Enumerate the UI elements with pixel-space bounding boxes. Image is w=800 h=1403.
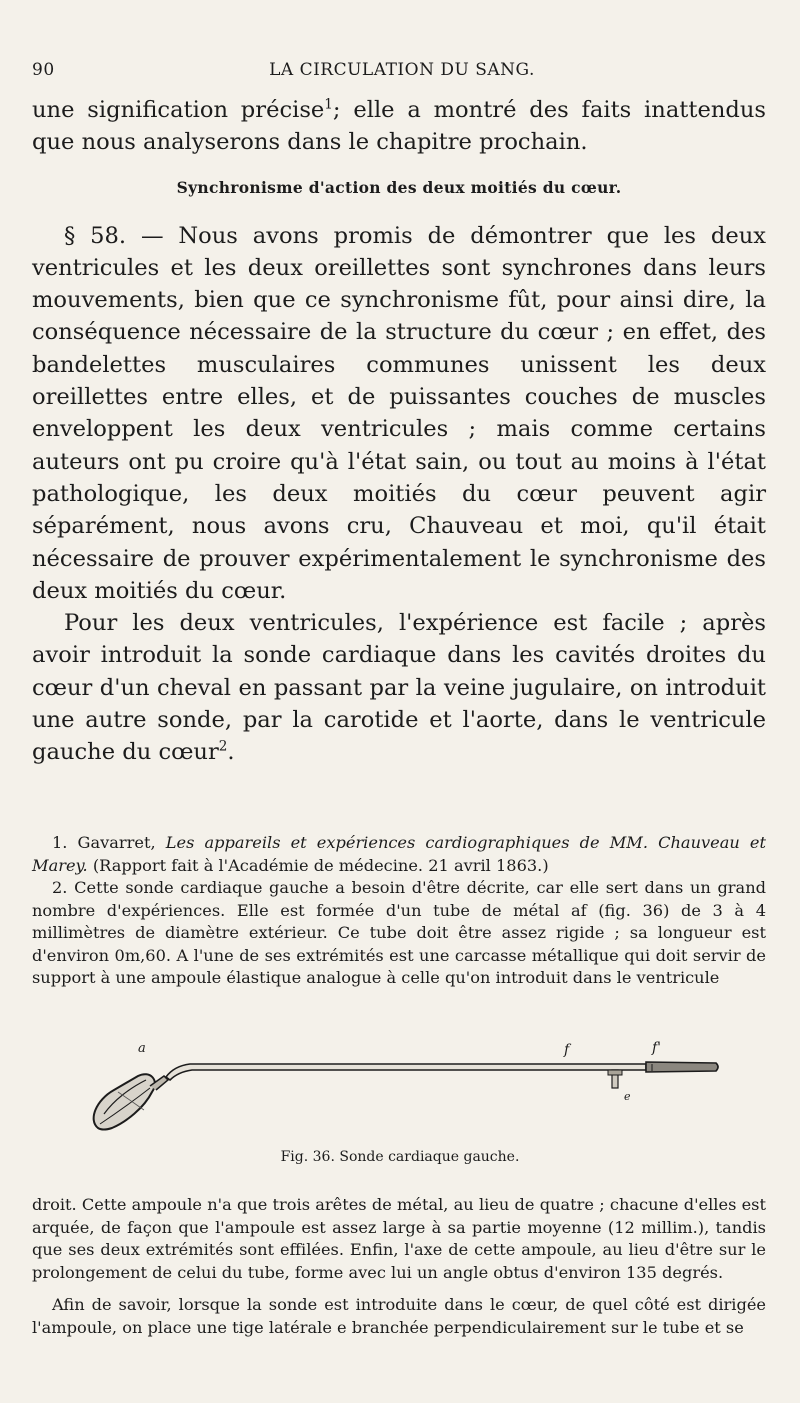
footnote-ref-1: 1 xyxy=(324,96,333,113)
figure-36-probe xyxy=(86,1030,726,1140)
probe-handle-icon xyxy=(646,1062,718,1072)
footnotes-bottom xyxy=(32,1194,766,1339)
footnote-2-part1: 2. Cette sonde cardiaque gauche a besoin d'être décrite, car elle sert dans un grand nombre d'expériences. Elle est formée d'un tube de métal af (fig. 36) de 3 à 4 millimètres de diamètre extérieur. Ce tube doit être assez rigide ; sa longueur est d'environ 0m,60. A l'une de ses extrémités est une carcasse métallique qui doit servir de support à une ampoule élastique analogue à celle qu'on introduit dans le ventricule xyxy=(32,878,766,987)
paragraph-58: § 58. — Nous avons promis de démontrer que les deux ventricules et les deux oreillettes sont synchrones dans leurs mouvements, bien que ce synchronisme fût, pour ainsi dire, la conséquence nécessaire de la structure du cœur ; en effet, des bandelettes musculaires communes unissent les deux oreillettes entre elles, et de puissantes couches de muscles enveloppent les deux ventricules ; mais comme certains auteurs ont pu croire qu'à l'état sain, ou tout au moins à l'état pathologique, les deux moitiés du cœur peuvent agir séparément, nous avons cru, Chauveau et moi, qu'il était nécessaire de prouver expérimentalement le synchronisme des deux moitiés du cœur. xyxy=(32,222,766,604)
footnote-1: 1. Gavarret, Les appareils et expériences cardiographiques de MM. Chauveau et Marey. (Rapport fait à l'Académie de médecine. 21 avril 1863.) xyxy=(32,833,766,875)
figure-label-f: f xyxy=(564,1042,570,1058)
figure-label-f-prime: f' xyxy=(652,1040,662,1056)
figure-label-e: e xyxy=(624,1090,631,1103)
footnote-1-title: Les appareils et expériences cardiographiques de MM. Chauveau et Marey. xyxy=(32,833,766,875)
page-header xyxy=(32,60,772,84)
probe-bulb-icon xyxy=(94,1074,168,1129)
footnote-ref-2: 2 xyxy=(218,738,228,755)
figure-label-a: a xyxy=(138,1041,146,1056)
main-text xyxy=(32,94,766,769)
running-title: LA CIRCULATION DU SANG. xyxy=(269,60,535,80)
footnotes-top xyxy=(32,832,766,990)
probe-tube-icon xyxy=(166,1064,646,1080)
section-title: Synchronisme d'action des deux moitiés du cœur. xyxy=(176,177,622,197)
figure-caption: Fig. 36. Sonde cardiaque gauche. xyxy=(280,1149,520,1165)
intro-paragraph: une signification précise$^1$; elle a montré des faits inattendus que nous analyserons dans le chapitre prochain. xyxy=(32,96,766,156)
probe-side-stem-icon xyxy=(608,1070,622,1088)
footnote-2-part2: droit. Cette ampoule n'a que trois arêtes de métal, au lieu de quatre ; chacune d'elles est arquée, de façon que l'ampoule est assez large à sa partie moyenne (12 millim.), tandis que ses deux extrémités sont effilées. Enfin, l'axe de cette ampoule, au lieu d'être sur le prolongement de celui du tube, forme avec lui un angle obtus d'environ 135 degrés. xyxy=(32,1195,766,1282)
page-number: 90 xyxy=(32,60,55,80)
paragraph-ventricles: Pour les deux ventricules, l'expérience est facile ; après avoir introduit la sonde cardiaque dans les cavités droites du cœur d'un cheval en passant par la veine jugulaire, on introduit une autre sonde, par la carotide et l'aorte, dans le ventricule gauche du cœur$^2$. xyxy=(32,610,766,766)
footnote-2-part3: Afin de savoir, lorsque la sonde est introduite dans le cœur, de quel côté est dirigée l'ampoule, on place une tige latérale e branchée perpendiculairement sur le tube et se xyxy=(32,1295,766,1337)
